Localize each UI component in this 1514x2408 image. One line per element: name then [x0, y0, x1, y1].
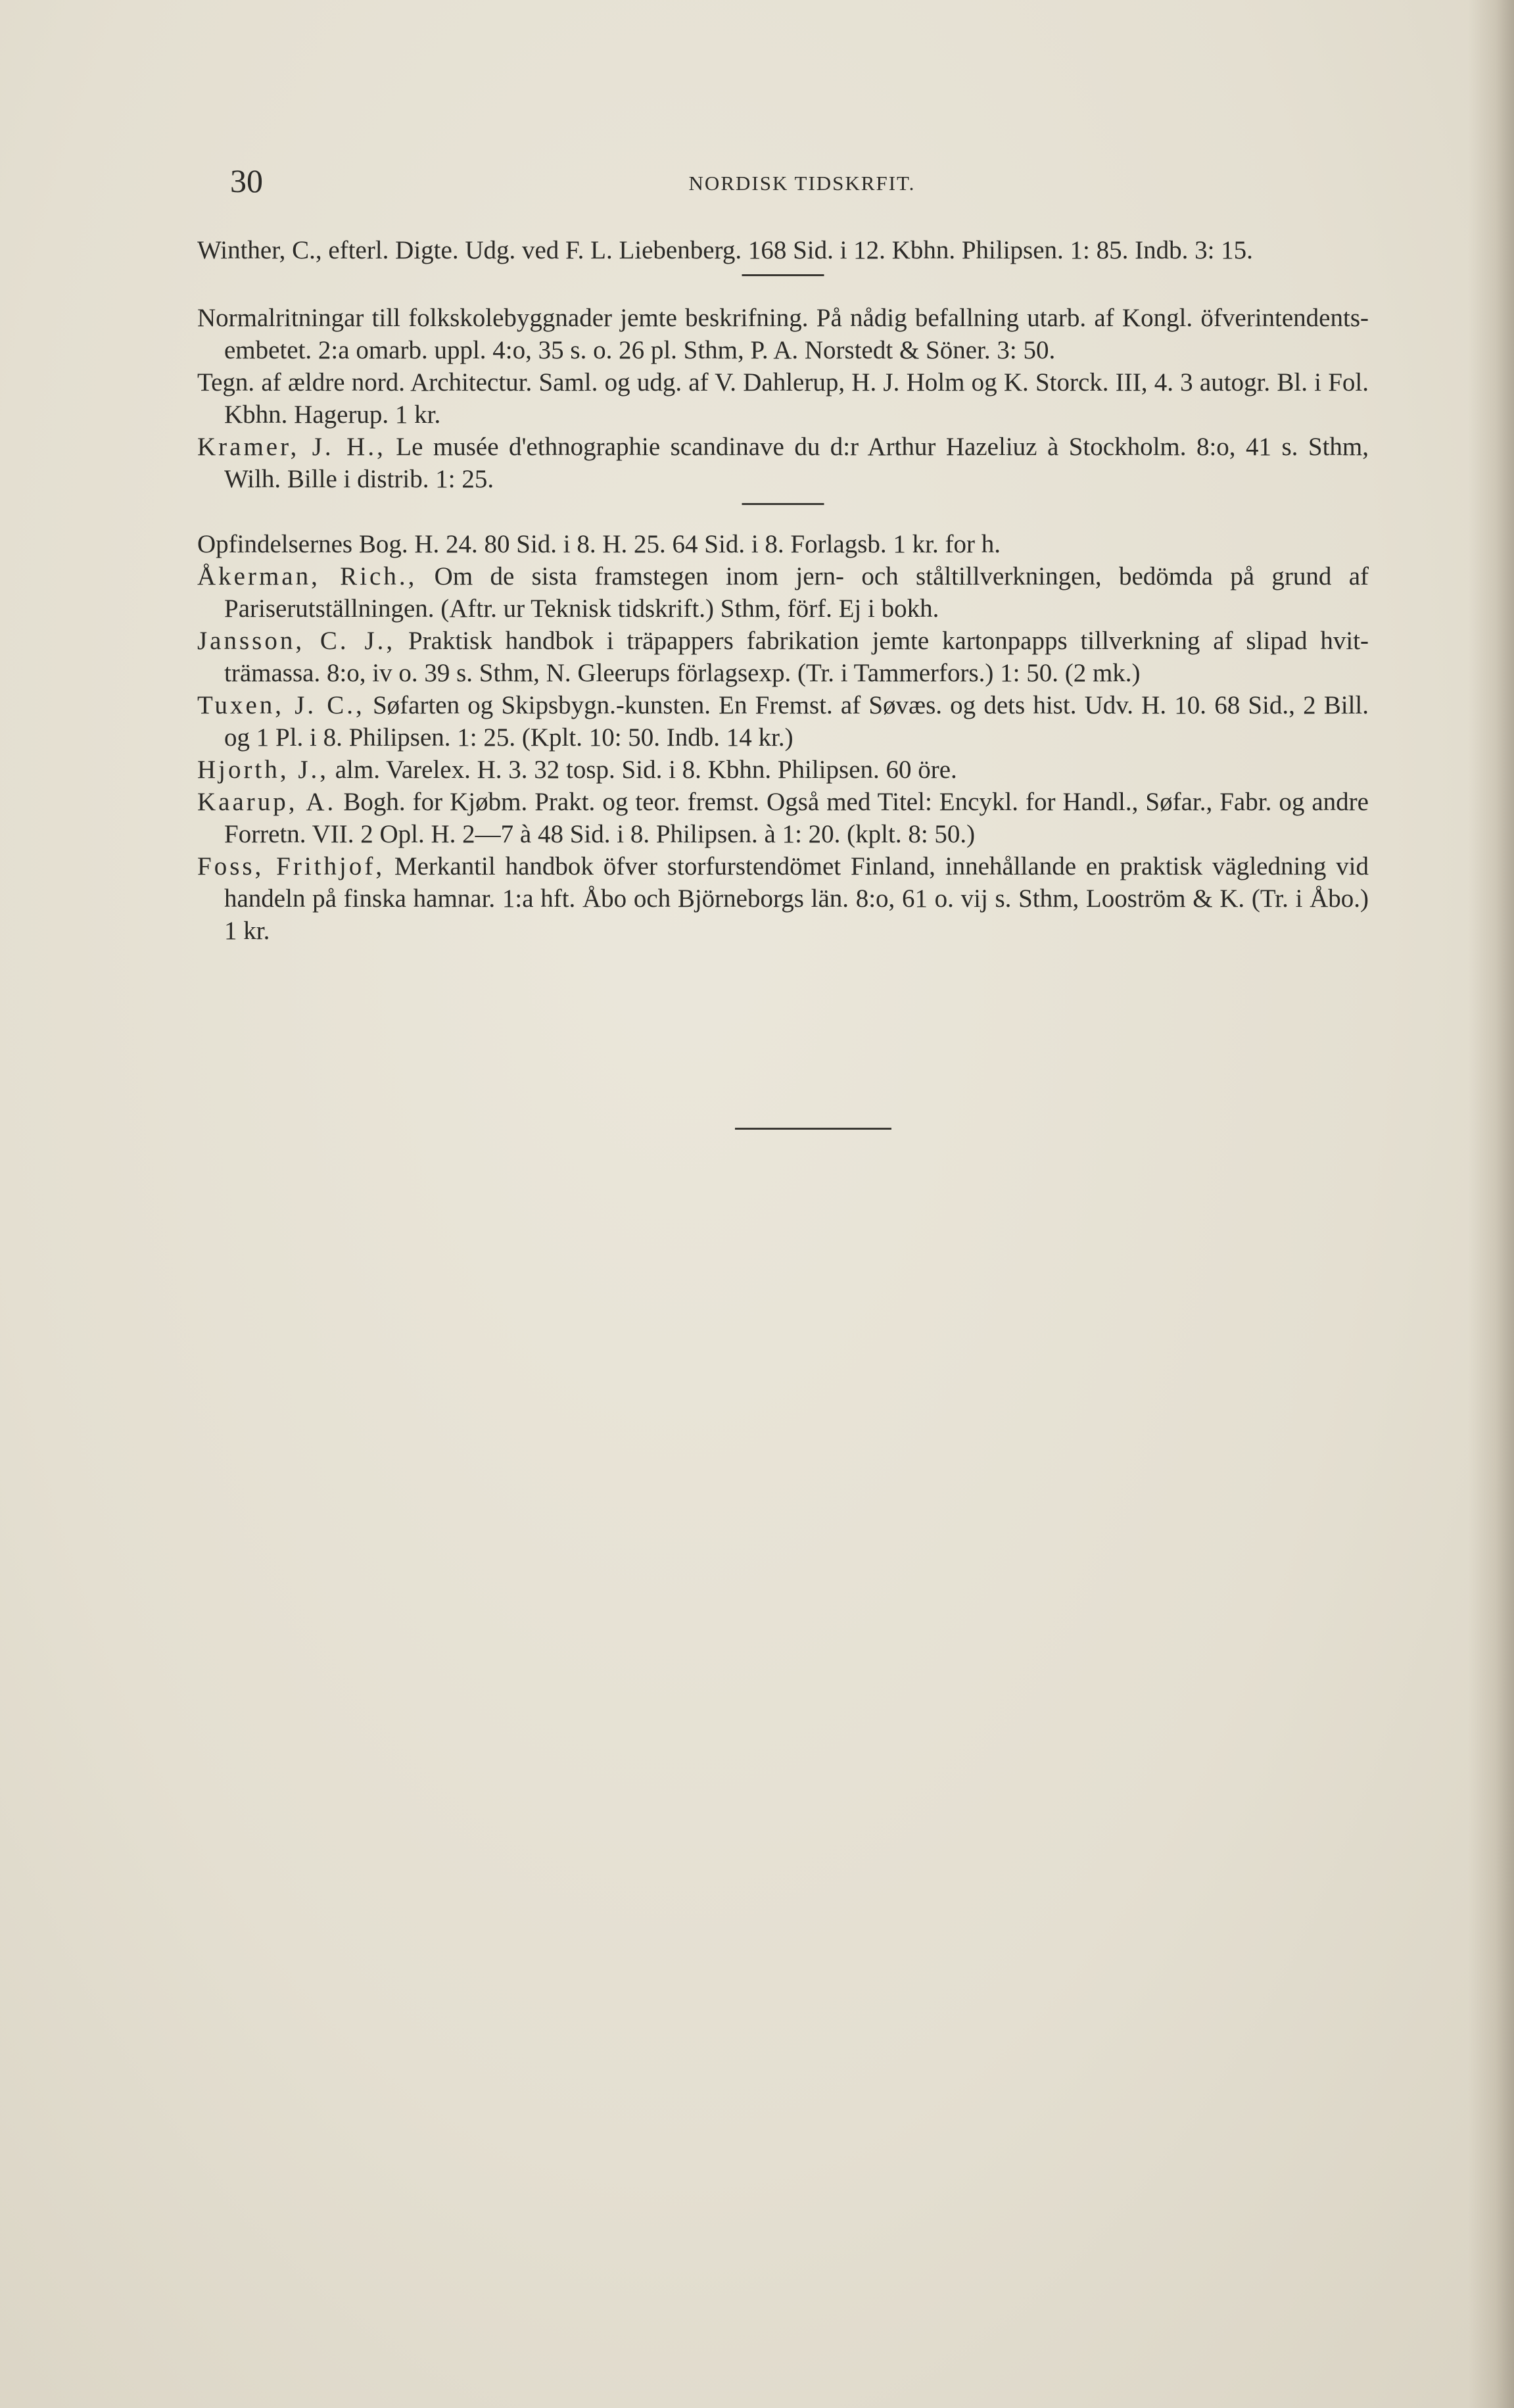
- bibliography-entry: [197, 234, 1369, 266]
- entry-text: Tegn. af ældre nord. Architectur. Saml. og udg. af V. Dahlerup, H. J. Holm og K. Storck. III, 4. 3 autogr. Bl. i Fol. Kbhn. Hagerup. 1 kr.: [197, 368, 1369, 429]
- entry-group-3: [197, 528, 1369, 947]
- bibliography-entry: [197, 786, 1369, 850]
- running-title: NORDISK TIDSKRFIT.: [688, 172, 916, 195]
- entry-text: Merkantil handbok öfver storfurstendömet Finland, innehållande en praktisk vägledning vid handeln på finska hamnar. 1:a hft. Åbo och Björneborgs län. 8:o, 61 o. vij s. Sthm, Looström & K. (Tr. i Åbo.) 1 kr.: [224, 852, 1369, 945]
- separator-line: [742, 274, 824, 276]
- entry-text: Søfarten og Skipsbygn.-kunsten. En Fremst. af Søvæs. og dets hist. Udv. H. 10. 68 Sid., 2 Bill. og 1 Pl. i 8. Philipsen. 1: 25. (Kplt. 10: 50. Indb. 14 kr.): [224, 691, 1369, 752]
- bibliography-entry: [197, 366, 1369, 431]
- entry-author: Jansson, C. J.,: [197, 627, 396, 655]
- entry-text: Opfindelsernes Bog. H. 24. 80 Sid. i 8. H. 25. 64 Sid. i 8. Forlagsb. 1 kr. for h.: [197, 530, 1001, 558]
- binding-gutter-shadow: [1468, 0, 1514, 2408]
- end-rule: [735, 1128, 891, 1130]
- bibliography-entry: [197, 625, 1369, 689]
- bibliography-entry: [197, 689, 1369, 754]
- entry-text: Le musée d'ethnographie scandinave du d:r Arthur Hazeliuz à Stockholm. 8:o, 41 s. Sthm, Wilh. Bille i distrib. 1: 25.: [224, 433, 1369, 493]
- page-number: 30: [230, 162, 263, 199]
- entry-author: Kaarup, A.: [197, 788, 337, 816]
- entry-text: Winther, C., efterl. Digte. Udg. ved F. L. Liebenberg. 168 Sid. i 12. Kbhn. Philipsen. 1: 85. Indb. 3: 15.: [197, 236, 1253, 264]
- entry-author: Kramer, J. H.,: [197, 433, 386, 461]
- entry-author: Tuxen, J. C.,: [197, 691, 365, 719]
- page-header: [230, 161, 1374, 207]
- entry-text: Om de sista framstegen inom jern- och ståltillverkningen, bedömda på grund af Pariserutställningen. (Aftr. ur Teknisk tidskrift.) Sthm, förf. Ej i bokh.: [224, 562, 1369, 623]
- bibliography-entry: [197, 431, 1369, 495]
- entry-author: Foss, Frithjof,: [197, 852, 385, 880]
- bibliography-entry: [197, 302, 1369, 366]
- entry-text: Praktisk handbok i träpappers fabrikation jemte kartonpapps tillverkning af slipad hvit-trämassa. 8:o, iv o. 39 s. Sthm, N. Gleerups förlagsexp. (Tr. i Tammerfors.) 1: 50. (2 mk.): [224, 627, 1369, 687]
- separator-rule-2: [197, 495, 1369, 514]
- entry-text: Normalritningar till folkskolebyggnader jemte beskrifning. På nådig befallning utarb. af Kongl. öfverintendents-embetet. 2:a omarb. uppl. 4:o, 35 s. o. 26 pl. Sthm, P. A. Norstedt & Söner. 3: 50.: [197, 304, 1369, 364]
- entry-group-2: [197, 302, 1369, 495]
- bibliography-entry: [197, 560, 1369, 625]
- bibliography-entry: [197, 754, 1369, 786]
- entry-author: Åkerman, Rich.,: [197, 562, 417, 590]
- separator-rule-1: [197, 266, 1369, 287]
- bibliography-entry: [197, 850, 1369, 947]
- entry-author: Hjorth, J.,: [197, 756, 329, 784]
- entry-group-1: [197, 234, 1369, 266]
- separator-line: [742, 503, 824, 505]
- entry-text: Bogh. for Kjøbm. Prakt. og teor. fremst. Også med Titel: Encykl. for Handl., Søfar., Fabr. og andre Forretn. VII. 2 Opl. H. 2—7 à 48 Sid. i 8. Philipsen. à 1: 20. (kplt. 8: 50.): [224, 788, 1369, 848]
- entry-text: alm. Varelex. H. 3. 32 tosp. Sid. i 8. Kbhn. Philipsen. 60 öre.: [329, 756, 957, 784]
- bibliography-entry: [197, 528, 1369, 560]
- bibliography-listing: [197, 234, 1369, 947]
